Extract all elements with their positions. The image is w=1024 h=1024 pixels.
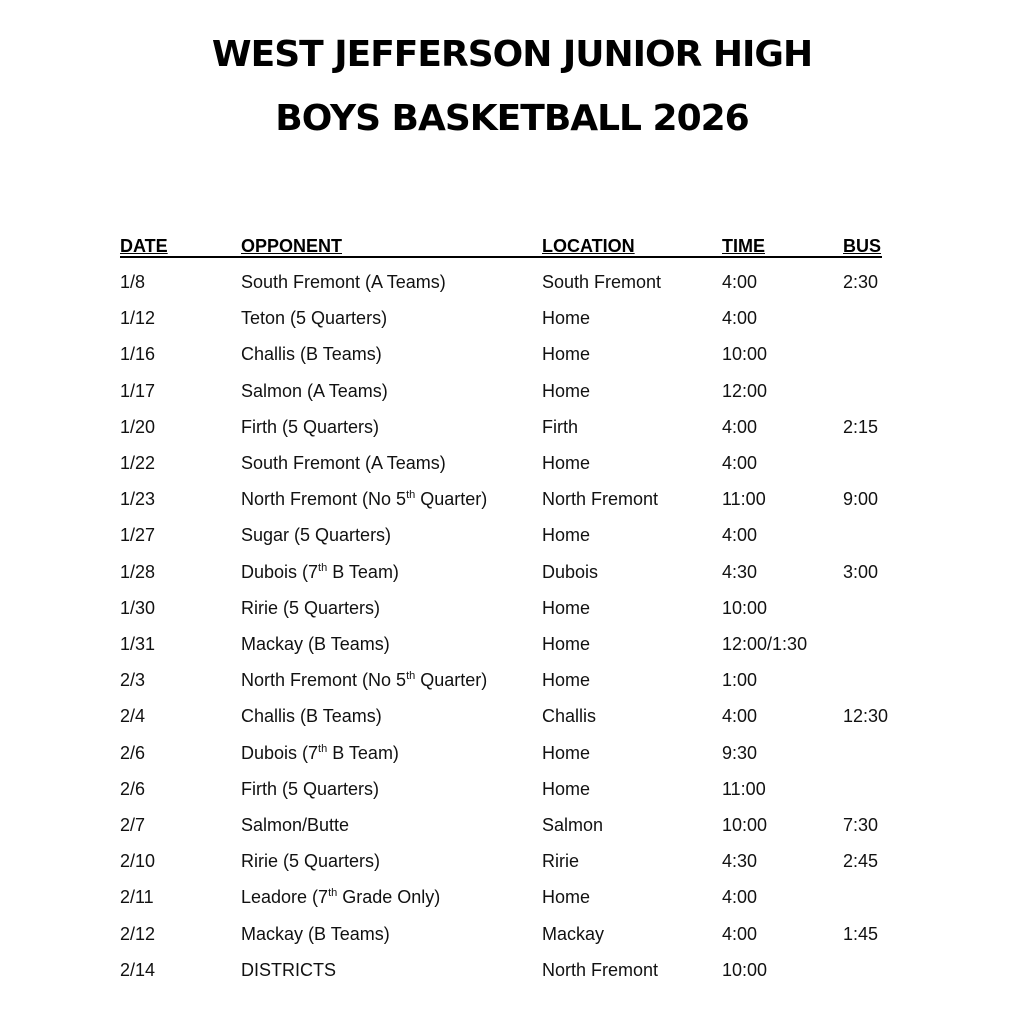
game-time: 4:00 xyxy=(722,308,758,328)
table-row xyxy=(0,489,1024,513)
table-row xyxy=(0,272,1024,296)
table-row xyxy=(0,634,1024,658)
game-time: 4:30 xyxy=(722,562,758,582)
game-date: 1/28 xyxy=(120,562,156,582)
table-row xyxy=(0,924,1024,948)
game-time: 4:00 xyxy=(722,453,758,473)
game-bus-time: 1:45 xyxy=(843,924,879,944)
table-row xyxy=(0,381,1024,405)
game-time: 4:30 xyxy=(722,851,758,871)
game-date: 2/6 xyxy=(120,743,146,763)
game-date: 2/14 xyxy=(120,960,156,980)
game-bus-time: 9:00 xyxy=(843,489,879,509)
game-location: Firth xyxy=(542,417,578,437)
header-divider xyxy=(120,256,882,258)
game-opponent: Dubois (7th B Team) xyxy=(241,562,399,582)
game-date: 2/11 xyxy=(120,887,154,907)
game-opponent: Sugar (5 Quarters) xyxy=(241,525,392,545)
game-location: North Fremont xyxy=(542,960,659,980)
table-row xyxy=(0,887,1024,911)
game-opponent: South Fremont (A Teams) xyxy=(241,453,446,473)
game-location: Home xyxy=(542,598,591,618)
game-date: 2/3 xyxy=(120,670,146,690)
table-row xyxy=(0,417,1024,441)
game-opponent: DISTRICTS xyxy=(241,960,337,980)
game-time: 9:30 xyxy=(722,743,758,763)
game-time: 12:00 xyxy=(722,381,768,401)
table-row xyxy=(0,453,1024,477)
table-row xyxy=(0,525,1024,549)
game-location: Home xyxy=(542,381,591,401)
table-row xyxy=(0,670,1024,694)
game-location: Home xyxy=(542,779,591,799)
game-bus-time: 2:15 xyxy=(843,417,879,437)
game-date: 1/16 xyxy=(120,344,156,364)
game-time: 10:00 xyxy=(722,344,768,364)
game-opponent: Mackay (B Teams) xyxy=(241,924,390,944)
column-header-location: LOCATION xyxy=(542,236,635,256)
game-date: 1/30 xyxy=(120,598,156,618)
game-time: 11:00 xyxy=(722,489,766,509)
game-location: Dubois xyxy=(542,562,599,582)
game-date: 1/23 xyxy=(120,489,156,509)
game-date: 2/12 xyxy=(120,924,156,944)
schedule-title-line-1: WEST JEFFERSON JUNIOR HIGH xyxy=(211,34,813,75)
game-time: 4:00 xyxy=(722,272,758,292)
game-time: 4:00 xyxy=(722,924,758,944)
game-location: Ririe xyxy=(542,851,580,871)
game-location: Home xyxy=(542,634,591,654)
game-location: South Fremont xyxy=(542,272,662,292)
game-location: Home xyxy=(542,743,591,763)
column-header-time: TIME xyxy=(722,236,765,256)
game-time: 11:00 xyxy=(722,779,766,799)
game-date: 1/20 xyxy=(120,417,156,437)
game-date: 2/6 xyxy=(120,779,146,799)
game-date: 2/10 xyxy=(120,851,156,871)
game-opponent: North Fremont (No 5th Quarter) xyxy=(241,670,488,690)
game-bus-time: 2:30 xyxy=(843,272,879,292)
game-opponent: Firth (5 Quarters) xyxy=(241,779,380,799)
game-opponent: Ririe (5 Quarters) xyxy=(241,851,381,871)
table-header xyxy=(0,236,1024,258)
game-opponent: Mackay (B Teams) xyxy=(241,634,390,654)
game-date: 1/17 xyxy=(120,381,156,401)
table-row xyxy=(0,960,1024,984)
table-row xyxy=(0,743,1024,767)
game-opponent: Challis (B Teams) xyxy=(241,706,382,726)
game-time: 4:00 xyxy=(722,887,758,907)
game-time: 4:00 xyxy=(722,417,758,437)
schedule-title-line-2: BOYS BASKETBALL 2026 xyxy=(275,98,749,139)
game-location: North Fremont xyxy=(542,489,659,509)
game-time: 4:00 xyxy=(722,706,758,726)
game-opponent: Salmon (A Teams) xyxy=(241,381,388,401)
game-location: Salmon xyxy=(542,815,604,835)
game-bus-time: 7:30 xyxy=(843,815,879,835)
column-header-date: DATE xyxy=(120,236,168,256)
table-row xyxy=(0,308,1024,332)
game-opponent: Teton (5 Quarters) xyxy=(241,308,388,328)
table-row xyxy=(0,598,1024,622)
game-location: Mackay xyxy=(542,924,605,944)
game-time: 1:00 xyxy=(722,670,758,690)
game-time: 10:00 xyxy=(722,960,768,980)
table-row xyxy=(0,562,1024,586)
game-opponent: North Fremont (No 5th Quarter) xyxy=(241,489,488,509)
game-time: 10:00 xyxy=(722,815,768,835)
game-bus-time: 3:00 xyxy=(843,562,879,582)
game-time: 4:00 xyxy=(722,525,758,545)
game-opponent: Ririe (5 Quarters) xyxy=(241,598,381,618)
game-date: 2/7 xyxy=(120,815,146,835)
game-location: Home xyxy=(542,308,591,328)
column-header-opponent: OPPONENT xyxy=(241,236,343,256)
table-row xyxy=(0,851,1024,875)
game-date: 2/4 xyxy=(120,706,146,726)
table-row xyxy=(0,779,1024,803)
column-header-bus: BUS xyxy=(843,236,882,256)
table-row xyxy=(0,815,1024,839)
game-date: 1/31 xyxy=(120,634,156,654)
game-opponent: Leadore (7th Grade Only) xyxy=(241,887,441,907)
game-time: 12:00/1:30 xyxy=(722,634,808,654)
game-opponent: Salmon/Butte xyxy=(241,815,350,835)
game-date: 1/22 xyxy=(120,453,156,473)
game-location: Home xyxy=(542,887,591,907)
game-bus-time: 2:45 xyxy=(843,851,879,871)
table-row xyxy=(0,344,1024,368)
game-time: 10:00 xyxy=(722,598,768,618)
game-location: Home xyxy=(542,670,591,690)
game-location: Home xyxy=(542,344,591,364)
game-date: 1/27 xyxy=(120,525,156,545)
game-opponent: Challis (B Teams) xyxy=(241,344,382,364)
game-location: Challis xyxy=(542,706,597,726)
game-opponent: South Fremont (A Teams) xyxy=(241,272,446,292)
game-date: 1/8 xyxy=(120,272,146,292)
game-location: Home xyxy=(542,525,591,545)
game-opponent: Firth (5 Quarters) xyxy=(241,417,380,437)
game-bus-time: 12:30 xyxy=(843,706,889,726)
game-date: 1/12 xyxy=(120,308,156,328)
table-row xyxy=(0,706,1024,730)
game-opponent: Dubois (7th B Team) xyxy=(241,743,399,763)
game-location: Home xyxy=(542,453,591,473)
